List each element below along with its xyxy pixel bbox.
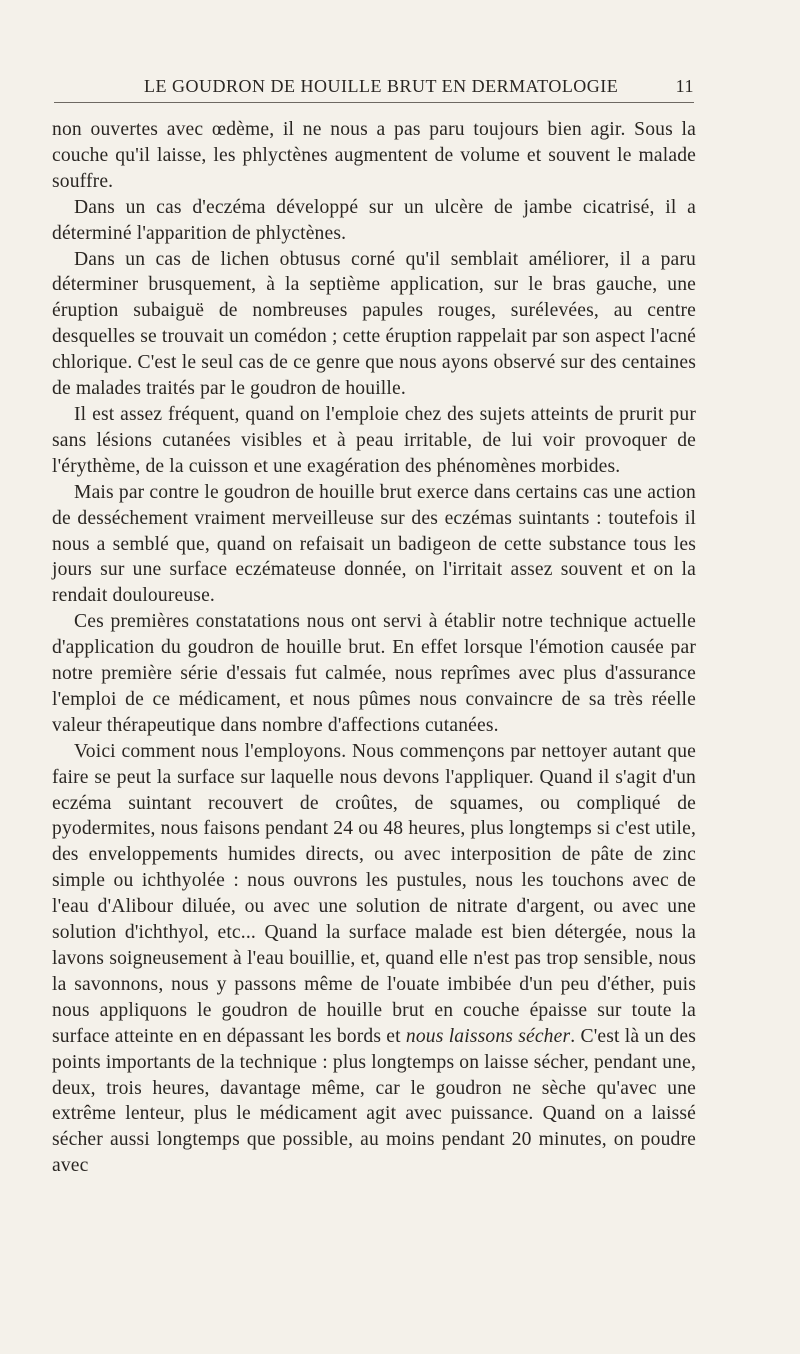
paragraph: Mais par contre le goudron de houille brut exerce dans certains cas une action de desséchement vraiment merveilleuse sur des eczémas suintants : toutefois il nous a semblé que, quand on refaisait un badigeon de cette substance tous les jours sur une surface eczémateuse donnée, on l'irritait assez souvent et on la rendait douloureuse. (52, 481, 696, 607)
paragraph: Il est assez fréquent, quand on l'emploie chez des sujets atteints de prurit pur sans lésions cutanées visibles et à peau irritable, de lui voir provoquer de l'érythème, de la cuisson et une exagération des phénomènes morbides. (52, 403, 696, 477)
paragraph: Ces premières constatations nous ont servi à établir notre technique actuelle d'application du goudron de houille brut. En effet lorsque l'émotion causée par notre première série d'essais fut calmée, nous reprîmes avec plus d'assurance l'emploi de ce médicament, et nous pûmes nous convaincre de sa très réelle valeur thérapeutique dans nombre d'affections cutanées. (52, 611, 696, 736)
paragraph: Dans un cas d'eczéma développé sur un ulcère de jambe cicatrisé, il a déterminé l'apparition de phlyctènes. (52, 196, 696, 244)
paragraph: Dans un cas de lichen obtusus corné qu'il semblait améliorer, il a paru déterminer brusquement, à la septième application, sur le bras gauche, une éruption subaiguë de nombreuses papules rouges, surélevées, au centre desquelles se trouvait un comédon ; cette éruption rappelait par son aspect l'acné chlorique. C'est le seul cas de ce genre que nous ayons observé sur des centaines de malades traités par le goudron de houille. (52, 248, 696, 400)
italic-emphasis: nous laissons sécher (405, 1025, 571, 1047)
running-header (52, 68, 696, 102)
header-rule (54, 102, 694, 103)
paragraph-text: Voici comment nous l'employons. Nous commençons par nettoyer autant que faire se peut la surface sur laquelle nous devons l'appliquer. Quand il s'agit d'un eczéma suintant recouvert de croûtes, de squames, ou compliqué de pyodermites, nous faisons pendant 24 ou 48 heures, plus longtemps si c'est utile, des enveloppements humides directs, ou avec interposition de pâte de zinc simple ou ichthyolée : nous ouvrons les pustules, nous les touchons avec de l'eau d'Alibour diluée, ou avec une solution de nitrate d'argent, ou avec une solution d'ichthyol, etc... Quand la surface malade est bien détergée, nous la lavons soigneusement à l'eau bouillie, et, quand elle n'est pas trop sensible, nous la savonnons, nous y passons même de l'ouate imbibée d'un peu d'éther, puis nous appliquons le goudron de houille brut en couche épaisse sur toute la surface atteinte en en dépassant les bords et (52, 740, 696, 1047)
paragraph-technique (52, 739, 696, 1179)
paragraph-continued: non ouvertes avec œdème, il ne nous a pas paru toujours bien agir. Sous la couche qu'il laisse, les phlyctènes augmentent de volume et souvent le malade souffre. (52, 119, 696, 192)
book-page (52, 68, 696, 1179)
paragraph-text: . C'est là un des points importants de la technique : plus longtemps on laisse sécher, pendant une, deux, trois heures, davantage même, car le goudron ne sèche qu'avec une extrême lenteur, plus le médicament agit avec puissance. Quand on a laissé sécher aussi longtemps que possible, au moins pendant 20 minutes, on poudre avec (52, 1025, 697, 1177)
body-text (52, 117, 696, 1179)
page-number: 11 (675, 76, 694, 96)
running-title: LE GOUDRON DE HOUILLE BRUT EN DERMATOLOGIE (144, 76, 619, 96)
